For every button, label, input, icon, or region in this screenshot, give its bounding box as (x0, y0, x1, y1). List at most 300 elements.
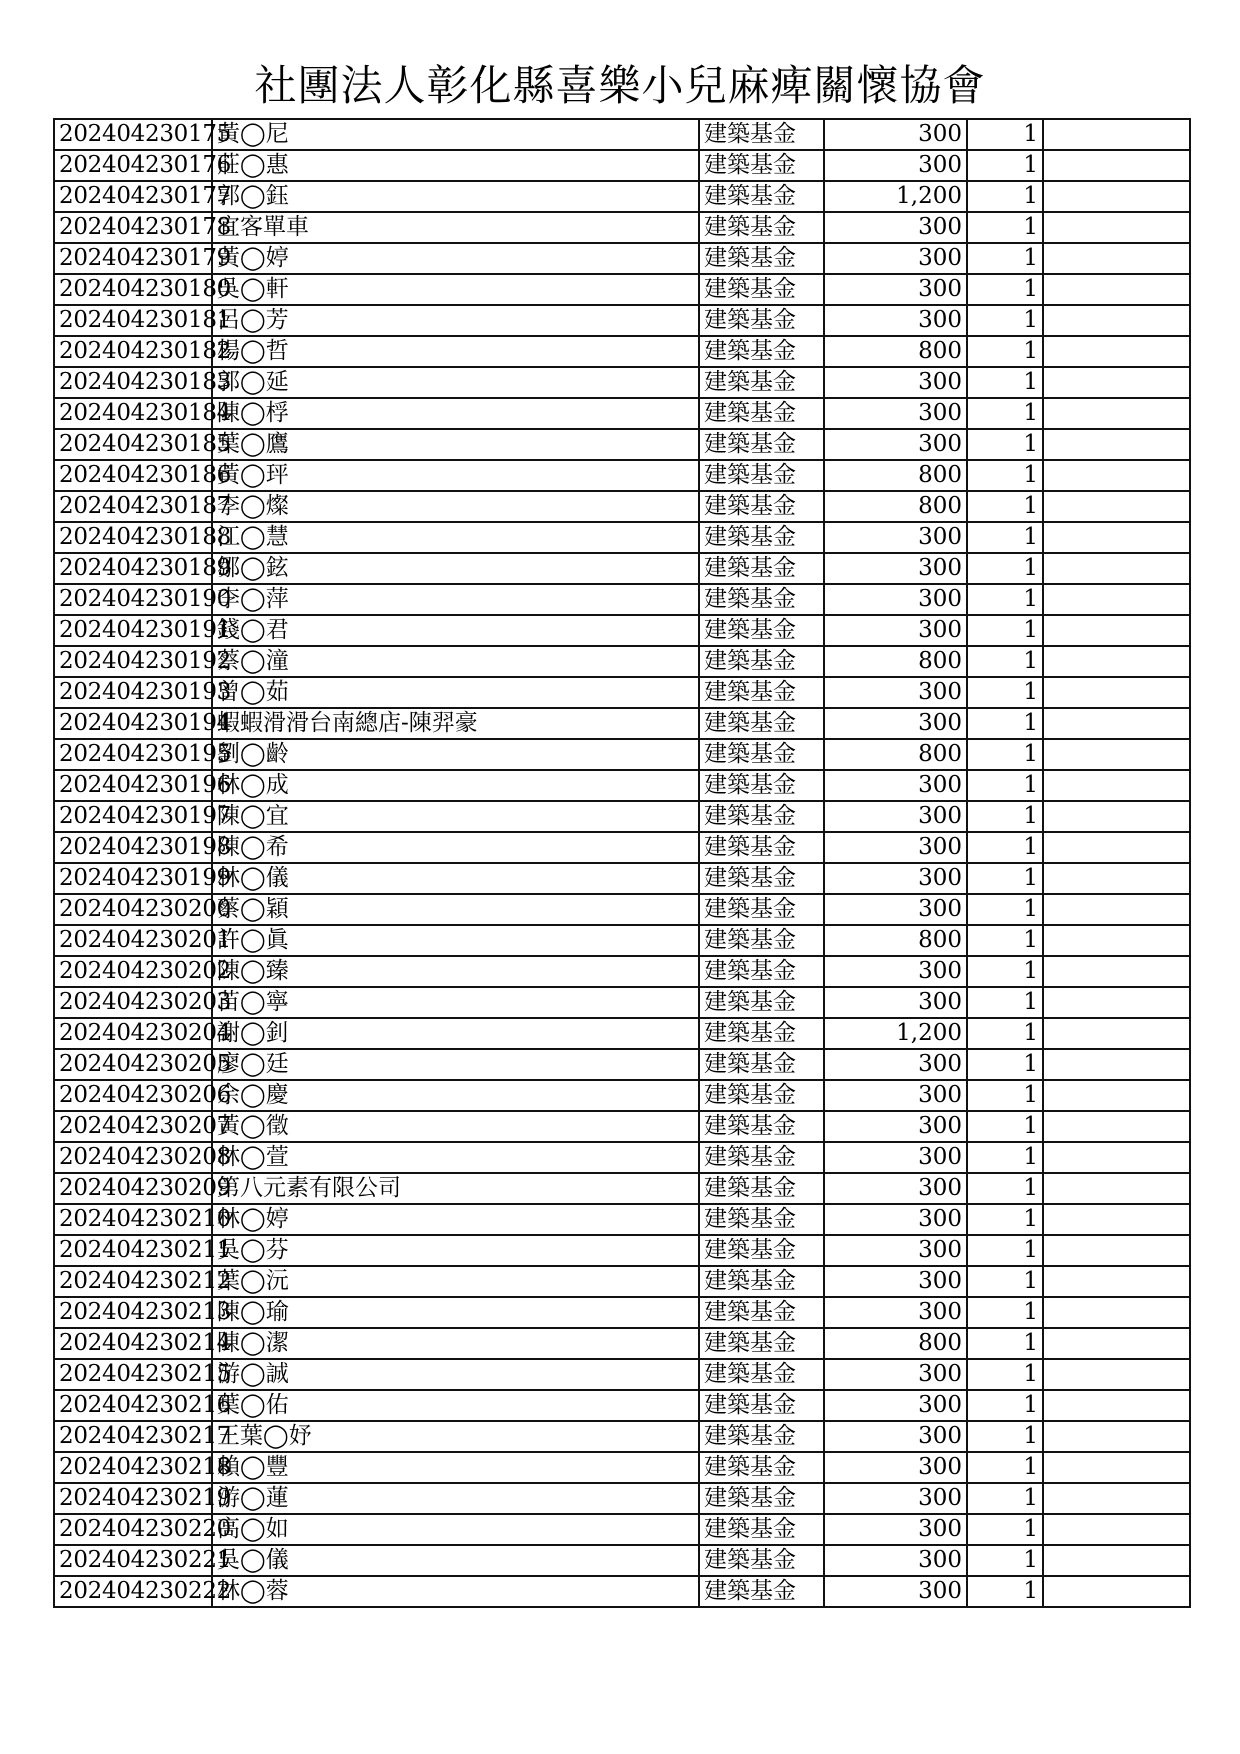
donor-name-cell: 莊◯惠 (212, 150, 699, 181)
table-row (54, 367, 1190, 398)
table-row (54, 522, 1190, 553)
donor-name-cell: 江◯慧 (212, 522, 699, 553)
receipt-number-cell: 202404230186 (54, 460, 212, 491)
count-cell: 1 (967, 1328, 1043, 1359)
donation-purpose-cell: 建築基金 (699, 1111, 824, 1142)
amount-cell: 300 (824, 677, 967, 708)
amount-cell: 300 (824, 584, 967, 615)
table-row (54, 1049, 1190, 1080)
amount-cell: 300 (824, 305, 967, 336)
donation-purpose-cell: 建築基金 (699, 1576, 824, 1607)
receipt-number-cell: 202404230199 (54, 863, 212, 894)
receipt-number-cell: 202404230214 (54, 1328, 212, 1359)
receipt-number-cell: 202404230190 (54, 584, 212, 615)
table-row (54, 770, 1190, 801)
table-row (54, 1359, 1190, 1390)
receipt-number-cell: 202404230218 (54, 1452, 212, 1483)
count-cell: 1 (967, 1266, 1043, 1297)
amount-cell: 300 (824, 1421, 967, 1452)
blank-cell (1043, 956, 1190, 987)
donation-purpose-cell: 建築基金 (699, 646, 824, 677)
donation-purpose-cell: 建築基金 (699, 1421, 824, 1452)
table-row (54, 863, 1190, 894)
count-cell: 1 (967, 429, 1043, 460)
blank-cell (1043, 1235, 1190, 1266)
donor-name-cell: 王葉◯妤 (212, 1421, 699, 1452)
receipt-number-cell: 202404230221 (54, 1545, 212, 1576)
donor-name-cell: 廖◯廷 (212, 1049, 699, 1080)
donation-purpose-cell: 建築基金 (699, 1018, 824, 1049)
blank-cell (1043, 1111, 1190, 1142)
count-cell: 1 (967, 708, 1043, 739)
table-row (54, 925, 1190, 956)
donor-name-cell: 呂◯芳 (212, 305, 699, 336)
count-cell: 1 (967, 1514, 1043, 1545)
donation-purpose-cell: 建築基金 (699, 1452, 824, 1483)
amount-cell: 300 (824, 1266, 967, 1297)
donation-purpose-cell: 建築基金 (699, 181, 824, 212)
donor-name-cell: 高◯如 (212, 1514, 699, 1545)
table-row (54, 274, 1190, 305)
donation-purpose-cell: 建築基金 (699, 1390, 824, 1421)
count-cell: 1 (967, 1204, 1043, 1235)
blank-cell (1043, 987, 1190, 1018)
amount-cell: 300 (824, 987, 967, 1018)
receipt-number-cell: 202404230184 (54, 398, 212, 429)
receipt-number-cell: 202404230193 (54, 677, 212, 708)
receipt-number-cell: 202404230178 (54, 212, 212, 243)
amount-cell: 300 (824, 1545, 967, 1576)
blank-cell (1043, 150, 1190, 181)
donation-purpose-cell: 建築基金 (699, 1266, 824, 1297)
count-cell: 1 (967, 925, 1043, 956)
receipt-number-cell: 202404230185 (54, 429, 212, 460)
donor-name-cell: 李◯燦 (212, 491, 699, 522)
blank-cell (1043, 1452, 1190, 1483)
receipt-number-cell: 202404230200 (54, 894, 212, 925)
count-cell: 1 (967, 398, 1043, 429)
donation-purpose-cell: 建築基金 (699, 367, 824, 398)
donor-name-cell: 葉◯鷹 (212, 429, 699, 460)
donor-name-cell: 陳◯潔 (212, 1328, 699, 1359)
donation-purpose-cell: 建築基金 (699, 1359, 824, 1390)
table-row (54, 1018, 1190, 1049)
amount-cell: 300 (824, 708, 967, 739)
amount-cell: 300 (824, 522, 967, 553)
receipt-number-cell: 202404230192 (54, 646, 212, 677)
donor-name-cell: 蔡◯穎 (212, 894, 699, 925)
blank-cell (1043, 274, 1190, 305)
count-cell: 1 (967, 150, 1043, 181)
receipt-number-cell: 202404230196 (54, 770, 212, 801)
table-row (54, 584, 1190, 615)
table-row (54, 1111, 1190, 1142)
donor-name-cell: 葉◯佑 (212, 1390, 699, 1421)
receipt-number-cell: 202404230203 (54, 987, 212, 1018)
blank-cell (1043, 212, 1190, 243)
blank-cell (1043, 1421, 1190, 1452)
count-cell: 1 (967, 243, 1043, 274)
donor-name-cell: 吳◯儀 (212, 1545, 699, 1576)
table-row (54, 677, 1190, 708)
donation-table (53, 118, 1191, 1608)
receipt-number-cell: 202404230195 (54, 739, 212, 770)
blank-cell (1043, 925, 1190, 956)
amount-cell: 300 (824, 119, 967, 150)
table-row (54, 1421, 1190, 1452)
blank-cell (1043, 677, 1190, 708)
blank-cell (1043, 894, 1190, 925)
donor-name-cell: 鄒◯鉉 (212, 553, 699, 584)
amount-cell: 800 (824, 336, 967, 367)
donor-name-cell: 葉◯沅 (212, 1266, 699, 1297)
receipt-number-cell: 202404230179 (54, 243, 212, 274)
donor-name-cell: 陳◯臻 (212, 956, 699, 987)
blank-cell (1043, 1359, 1190, 1390)
amount-cell: 300 (824, 1576, 967, 1607)
blank-cell (1043, 584, 1190, 615)
donation-purpose-cell: 建築基金 (699, 460, 824, 491)
donation-purpose-cell: 建築基金 (699, 243, 824, 274)
blank-cell (1043, 1266, 1190, 1297)
count-cell: 1 (967, 1111, 1043, 1142)
donor-name-cell: 陳◯希 (212, 832, 699, 863)
count-cell: 1 (967, 615, 1043, 646)
blank-cell (1043, 739, 1190, 770)
receipt-number-cell: 202404230175 (54, 119, 212, 150)
donation-purpose-cell: 建築基金 (699, 150, 824, 181)
donation-purpose-cell: 建築基金 (699, 119, 824, 150)
donor-name-cell: 郭◯鈺 (212, 181, 699, 212)
receipt-number-cell: 202404230183 (54, 367, 212, 398)
donor-name-cell: 黃◯尼 (212, 119, 699, 150)
blank-cell (1043, 429, 1190, 460)
count-cell: 1 (967, 1452, 1043, 1483)
donation-purpose-cell: 建築基金 (699, 1328, 824, 1359)
table-row (54, 398, 1190, 429)
donation-purpose-cell: 建築基金 (699, 739, 824, 770)
receipt-number-cell: 202404230211 (54, 1235, 212, 1266)
donation-purpose-cell: 建築基金 (699, 274, 824, 305)
count-cell: 1 (967, 1390, 1043, 1421)
count-cell: 1 (967, 677, 1043, 708)
donation-purpose-cell: 建築基金 (699, 832, 824, 863)
donation-purpose-cell: 建築基金 (699, 615, 824, 646)
table-row (54, 1235, 1190, 1266)
count-cell: 1 (967, 1297, 1043, 1328)
donor-name-cell: 陳◯瑜 (212, 1297, 699, 1328)
donation-purpose-cell: 建築基金 (699, 677, 824, 708)
donation-purpose-cell: 建築基金 (699, 212, 824, 243)
receipt-number-cell: 202404230198 (54, 832, 212, 863)
receipt-number-cell: 202404230209 (54, 1173, 212, 1204)
blank-cell (1043, 243, 1190, 274)
receipt-number-cell: 202404230222 (54, 1576, 212, 1607)
amount-cell: 800 (824, 1328, 967, 1359)
amount-cell: 300 (824, 274, 967, 305)
count-cell: 1 (967, 739, 1043, 770)
donor-name-cell: 劉◯齡 (212, 739, 699, 770)
amount-cell: 300 (824, 429, 967, 460)
amount-cell: 300 (824, 212, 967, 243)
receipt-number-cell: 202404230188 (54, 522, 212, 553)
receipt-number-cell: 202404230204 (54, 1018, 212, 1049)
amount-cell: 300 (824, 1080, 967, 1111)
donor-name-cell: 林◯婷 (212, 1204, 699, 1235)
blank-cell (1043, 119, 1190, 150)
amount-cell: 300 (824, 1142, 967, 1173)
donation-purpose-cell: 建築基金 (699, 863, 824, 894)
donor-name-cell: 郭◯延 (212, 367, 699, 398)
blank-cell (1043, 553, 1190, 584)
table-row (54, 615, 1190, 646)
count-cell: 1 (967, 336, 1043, 367)
receipt-number-cell: 202404230182 (54, 336, 212, 367)
donor-name-cell: 林◯萱 (212, 1142, 699, 1173)
blank-cell (1043, 1018, 1190, 1049)
donor-name-cell: 林◯成 (212, 770, 699, 801)
amount-cell: 300 (824, 832, 967, 863)
donor-name-cell: 黃◯婷 (212, 243, 699, 274)
table-row (54, 491, 1190, 522)
amount-cell: 800 (824, 925, 967, 956)
count-cell: 1 (967, 305, 1043, 336)
blank-cell (1043, 1483, 1190, 1514)
count-cell: 1 (967, 1545, 1043, 1576)
donation-purpose-cell: 建築基金 (699, 336, 824, 367)
table-row (54, 1173, 1190, 1204)
table-row (54, 553, 1190, 584)
table-row (54, 1576, 1190, 1607)
receipt-number-cell: 202404230207 (54, 1111, 212, 1142)
count-cell: 1 (967, 1173, 1043, 1204)
receipt-number-cell: 202404230216 (54, 1390, 212, 1421)
blank-cell (1043, 770, 1190, 801)
receipt-number-cell: 202404230215 (54, 1359, 212, 1390)
blank-cell (1043, 1545, 1190, 1576)
receipt-number-cell: 202404230197 (54, 801, 212, 832)
table-row (54, 1204, 1190, 1235)
table-row (54, 956, 1190, 987)
count-cell: 1 (967, 274, 1043, 305)
table-row (54, 1080, 1190, 1111)
donation-purpose-cell: 建築基金 (699, 553, 824, 584)
table-row (54, 1452, 1190, 1483)
donation-purpose-cell: 建築基金 (699, 1049, 824, 1080)
receipt-number-cell: 202404230220 (54, 1514, 212, 1545)
amount-cell: 800 (824, 460, 967, 491)
table-row (54, 212, 1190, 243)
donation-purpose-cell: 建築基金 (699, 522, 824, 553)
donation-purpose-cell: 建築基金 (699, 1080, 824, 1111)
receipt-number-cell: 202404230206 (54, 1080, 212, 1111)
donation-purpose-cell: 建築基金 (699, 398, 824, 429)
blank-cell (1043, 398, 1190, 429)
donation-table-body (54, 119, 1190, 1607)
blank-cell (1043, 1390, 1190, 1421)
blank-cell (1043, 708, 1190, 739)
count-cell: 1 (967, 801, 1043, 832)
donor-name-cell: 吳◯芬 (212, 1235, 699, 1266)
receipt-number-cell: 202404230189 (54, 553, 212, 584)
receipt-number-cell: 202404230219 (54, 1483, 212, 1514)
donation-purpose-cell: 建築基金 (699, 1142, 824, 1173)
blank-cell (1043, 832, 1190, 863)
donor-name-cell: 陳◯宜 (212, 801, 699, 832)
donor-name-cell: 許◯眞 (212, 925, 699, 956)
count-cell: 1 (967, 1359, 1043, 1390)
amount-cell: 300 (824, 1173, 967, 1204)
count-cell: 1 (967, 987, 1043, 1018)
count-cell: 1 (967, 460, 1043, 491)
amount-cell: 300 (824, 1111, 967, 1142)
table-row (54, 987, 1190, 1018)
amount-cell: 800 (824, 646, 967, 677)
donation-purpose-cell: 建築基金 (699, 305, 824, 336)
donation-purpose-cell: 建築基金 (699, 1235, 824, 1266)
donation-purpose-cell: 建築基金 (699, 925, 824, 956)
count-cell: 1 (967, 1018, 1043, 1049)
table-row (54, 894, 1190, 925)
donation-purpose-cell: 建築基金 (699, 1514, 824, 1545)
count-cell: 1 (967, 522, 1043, 553)
count-cell: 1 (967, 212, 1043, 243)
donation-purpose-cell: 建築基金 (699, 770, 824, 801)
donor-name-cell: 黃◯徵 (212, 1111, 699, 1142)
blank-cell (1043, 1080, 1190, 1111)
amount-cell: 300 (824, 398, 967, 429)
table-row (54, 1297, 1190, 1328)
table-row (54, 119, 1190, 150)
amount-cell: 300 (824, 770, 967, 801)
amount-cell: 300 (824, 1359, 967, 1390)
donor-name-cell: 宜客單車 (212, 212, 699, 243)
table-row (54, 336, 1190, 367)
amount-cell: 300 (824, 367, 967, 398)
table-row (54, 1390, 1190, 1421)
table-row (54, 181, 1190, 212)
blank-cell (1043, 1049, 1190, 1080)
donor-name-cell: 蔡◯潼 (212, 646, 699, 677)
amount-cell: 800 (824, 491, 967, 522)
donor-name-cell: 錢◯君 (212, 615, 699, 646)
count-cell: 1 (967, 1080, 1043, 1111)
amount-cell: 300 (824, 1235, 967, 1266)
donor-name-cell: 第八元素有限公司 (212, 1173, 699, 1204)
donor-name-cell: 余◯慶 (212, 1080, 699, 1111)
count-cell: 1 (967, 119, 1043, 150)
count-cell: 1 (967, 1576, 1043, 1607)
blank-cell (1043, 1297, 1190, 1328)
receipt-number-cell: 202404230212 (54, 1266, 212, 1297)
donor-name-cell: 謝◯釗 (212, 1018, 699, 1049)
table-row (54, 739, 1190, 770)
donation-purpose-cell: 建築基金 (699, 584, 824, 615)
donor-name-cell: 李◯萍 (212, 584, 699, 615)
receipt-number-cell: 202404230187 (54, 491, 212, 522)
count-cell: 1 (967, 553, 1043, 584)
donor-name-cell: 蝦蝦滑滑台南總店-陳羿豪 (212, 708, 699, 739)
amount-cell: 300 (824, 1452, 967, 1483)
table-row (54, 1266, 1190, 1297)
amount-cell: 300 (824, 894, 967, 925)
blank-cell (1043, 460, 1190, 491)
receipt-number-cell: 202404230176 (54, 150, 212, 181)
table-row (54, 1142, 1190, 1173)
table-row (54, 646, 1190, 677)
donation-purpose-cell: 建築基金 (699, 429, 824, 460)
count-cell: 1 (967, 894, 1043, 925)
amount-cell: 300 (824, 150, 967, 181)
table-row (54, 460, 1190, 491)
amount-cell: 300 (824, 1049, 967, 1080)
donation-purpose-cell: 建築基金 (699, 1173, 824, 1204)
receipt-number-cell: 202404230208 (54, 1142, 212, 1173)
blank-cell (1043, 646, 1190, 677)
count-cell: 1 (967, 367, 1043, 398)
count-cell: 1 (967, 584, 1043, 615)
table-row (54, 801, 1190, 832)
count-cell: 1 (967, 1049, 1043, 1080)
count-cell: 1 (967, 770, 1043, 801)
receipt-number-cell: 202404230194 (54, 708, 212, 739)
donation-purpose-cell: 建築基金 (699, 801, 824, 832)
receipt-number-cell: 202404230191 (54, 615, 212, 646)
donor-name-cell: 陳◯桴 (212, 398, 699, 429)
table-row (54, 305, 1190, 336)
count-cell: 1 (967, 832, 1043, 863)
count-cell: 1 (967, 1142, 1043, 1173)
blank-cell (1043, 367, 1190, 398)
donation-purpose-cell: 建築基金 (699, 1297, 824, 1328)
amount-cell: 300 (824, 1297, 967, 1328)
blank-cell (1043, 305, 1190, 336)
blank-cell (1043, 801, 1190, 832)
amount-cell: 300 (824, 243, 967, 274)
table-row (54, 1328, 1190, 1359)
amount-cell: 300 (824, 1514, 967, 1545)
blank-cell (1043, 1328, 1190, 1359)
donor-name-cell: 游◯誠 (212, 1359, 699, 1390)
table-row (54, 1483, 1190, 1514)
donation-purpose-cell: 建築基金 (699, 708, 824, 739)
receipt-number-cell: 202404230205 (54, 1049, 212, 1080)
blank-cell (1043, 863, 1190, 894)
table-row (54, 429, 1190, 460)
donation-purpose-cell: 建築基金 (699, 1545, 824, 1576)
amount-cell: 300 (824, 863, 967, 894)
receipt-number-cell: 202404230180 (54, 274, 212, 305)
donation-purpose-cell: 建築基金 (699, 1483, 824, 1514)
donor-name-cell: 游◯蓮 (212, 1483, 699, 1514)
amount-cell: 1,200 (824, 1018, 967, 1049)
count-cell: 1 (967, 863, 1043, 894)
table-row (54, 708, 1190, 739)
count-cell: 1 (967, 1421, 1043, 1452)
receipt-number-cell: 202404230217 (54, 1421, 212, 1452)
blank-cell (1043, 1173, 1190, 1204)
receipt-number-cell: 202404230210 (54, 1204, 212, 1235)
blank-cell (1043, 1514, 1190, 1545)
receipt-number-cell: 202404230202 (54, 956, 212, 987)
count-cell: 1 (967, 1483, 1043, 1514)
amount-cell: 1,200 (824, 181, 967, 212)
blank-cell (1043, 615, 1190, 646)
receipt-number-cell: 202404230213 (54, 1297, 212, 1328)
amount-cell: 300 (824, 801, 967, 832)
amount-cell: 300 (824, 1483, 967, 1514)
count-cell: 1 (967, 181, 1043, 212)
